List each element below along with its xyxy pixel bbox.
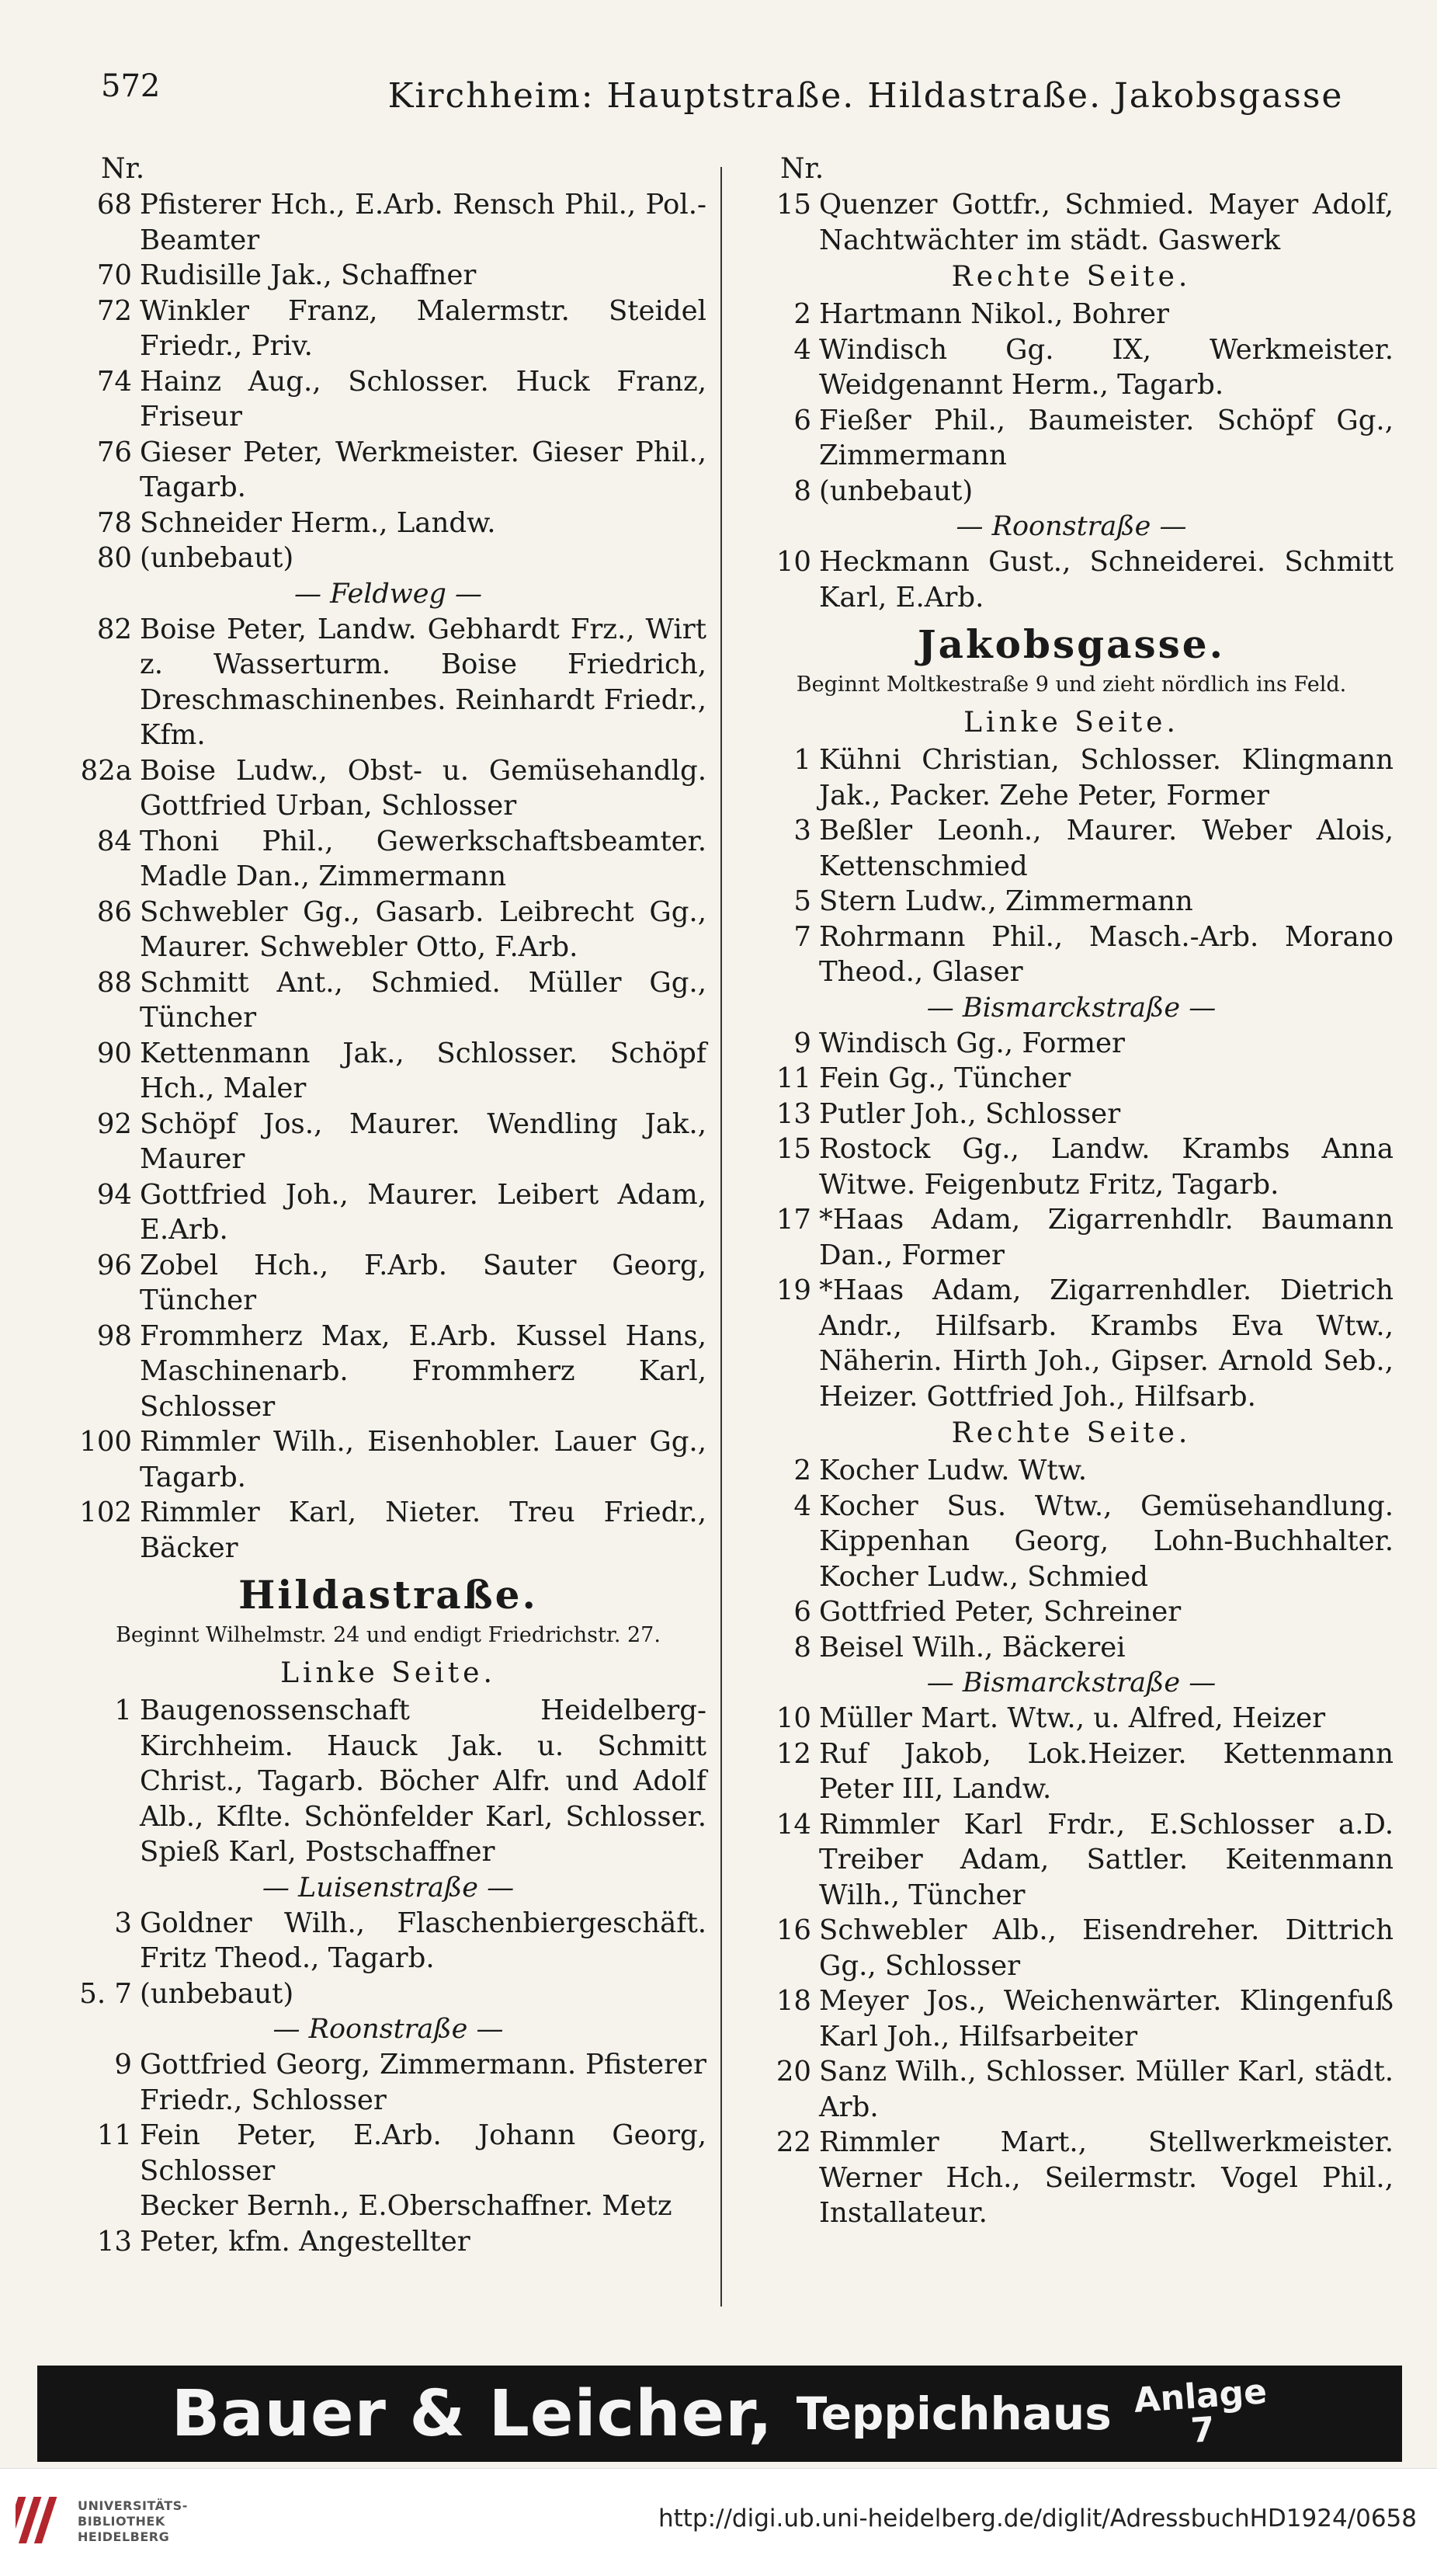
- directory-entry: [70, 2047, 706, 2118]
- resident-list: Goldner Wilh., Flaschenbiergeschäft. Fritz Theod., Tagarb.: [140, 1907, 706, 1974]
- directory-entry: [749, 1594, 1394, 1630]
- hauptstrasse-list-2: [70, 612, 706, 1566]
- directory-entry: [70, 1248, 706, 1319]
- cross-street-bismarckstrasse: — Bismarckstraße —: [926, 992, 1217, 1024]
- house-number: 9: [793, 1027, 811, 1059]
- resident-list: Gieser Peter, Werkmeister. Gieser Phil., Tagarb.: [140, 436, 706, 503]
- advertisement-banner: [37, 2366, 1402, 2462]
- house-number: 13: [776, 1097, 811, 1130]
- library-logo-icon: [16, 2491, 68, 2550]
- directory-entry: [749, 544, 1394, 615]
- street-note-jakobsgasse: Beginnt Moltkestraße 9 und zieht nördlich ins Feld.: [796, 673, 1347, 697]
- house-number: 11: [96, 2119, 132, 2151]
- resident-list: Thoni Phil., Gewerkschaftsbeamter. Madle Dan., Zimmermann: [140, 825, 706, 892]
- resident-list: Schöpf Jos., Maurer. Wendling Jak., Maurer: [140, 1107, 706, 1175]
- directory-entry: [70, 1495, 706, 1566]
- resident-list: *Haas Adam, Zigarrenhdler. Dietrich Andr., Hilfsarb. Krambs Eva Wtw., Näherin. Hirth Joh., Gipser. Arnold Seb., Heizer. Gottfried Joh., Hilfsarb.: [819, 1274, 1394, 1413]
- resident-list: Boise Ludw., Obst- u. Gemüsehandlg. Gottfried Urban, Schlosser: [140, 754, 706, 822]
- page-number: 572: [101, 68, 161, 104]
- resident-list: Fein Peter, E.Arb. Johann Georg, Schlosser: [140, 2119, 706, 2187]
- hilda-cont-list: [749, 187, 1394, 258]
- house-number: 92: [96, 1107, 132, 1140]
- directory-entry: [70, 2118, 706, 2188]
- house-number: 7: [793, 920, 811, 953]
- resident-list: Hartmann Nikol., Bohrer: [819, 298, 1169, 330]
- resident-list: Windisch Gg., Former: [819, 1027, 1126, 1059]
- house-number: 94: [96, 1178, 132, 1211]
- house-number: 74: [96, 365, 132, 398]
- directory-entry: [749, 2125, 1394, 2231]
- house-number: 72: [96, 294, 132, 327]
- resident-list: Heckmann Gust., Schneiderei. Schmitt Karl, E.Arb.: [819, 546, 1394, 614]
- right-column: [749, 151, 1394, 2231]
- directory-entry: [749, 297, 1394, 332]
- house-number: 3: [793, 815, 811, 846]
- directory-entry: [70, 506, 706, 541]
- library-name-line: BIBLIOTHEK: [78, 2514, 165, 2529]
- hilda-right-list: [749, 297, 1394, 509]
- directory-entry: [749, 1489, 1394, 1595]
- resident-list: (unbebaut): [140, 542, 294, 574]
- resident-list: Rimmler Karl Frdr., E.Schlosser a.D. Treiber Adam, Sattler. Keitenmann Wilh., Tüncher: [819, 1808, 1394, 1911]
- resident-list: Peter, kfm. Angestellter: [140, 2225, 470, 2258]
- directory-entry: [749, 2054, 1394, 2125]
- resident-list: Stern Ludw., Zimmermann: [819, 885, 1193, 917]
- cross-street-roonstrasse: — Roonstraße —: [956, 511, 1187, 542]
- directory-entry: [70, 895, 706, 965]
- house-number: 4: [793, 333, 811, 366]
- jakob-right-list-2: [749, 1701, 1394, 2231]
- resident-list: Ruf Jakob, Lok.Heizer. Kettenmann Peter III, Landw.: [819, 1737, 1394, 1805]
- resident-list: Winkler Franz, Malermstr. Steidel Friedr., Priv.: [140, 294, 706, 362]
- resident-list: Zobel Hch., F.Arb. Sauter Georg, Tüncher: [140, 1249, 706, 1316]
- directory-entry: [749, 920, 1394, 990]
- resident-list: Rimmler Karl, Nieter. Treu Friedr., Bäcker: [140, 1497, 706, 1564]
- house-number: 19: [776, 1274, 811, 1306]
- house-number: 8: [793, 1631, 811, 1663]
- directory-entry: [749, 1983, 1394, 2054]
- house-number: 82: [96, 613, 132, 645]
- resident-list: Gottfried Peter, Schreiner: [819, 1596, 1182, 1628]
- hilda-list-2: [70, 1906, 706, 2012]
- directory-entry: [70, 541, 706, 576]
- directory-entry: [70, 1107, 706, 1177]
- directory-entry: [70, 1424, 706, 1495]
- running-title: Kirchheim: Hauptstraße. Hildastraße. Jakobsgasse: [387, 76, 1344, 116]
- directory-entry: [70, 824, 706, 895]
- resident-list: Rohrmann Phil., Masch.-Arb. Morano Theod., Glaser: [819, 920, 1394, 988]
- directory-entry: [70, 364, 706, 435]
- house-number: 68: [96, 189, 132, 221]
- digitization-footer: [0, 2468, 1437, 2576]
- directory-entry: [70, 258, 706, 294]
- directory-entry: [70, 1319, 706, 1425]
- cross-street-feldweg: — Feldweg —: [293, 578, 482, 610]
- directory-entry: [749, 742, 1394, 813]
- resident-list: Fein Gg., Tüncher: [819, 1062, 1071, 1094]
- house-number: 15: [776, 189, 811, 221]
- directory-entry: [749, 1913, 1394, 1983]
- resident-list: Frommherz Max, E.Arb. Kussel Hans, Maschinenarb. Frommherz Karl, Schlosser: [140, 1319, 706, 1423]
- resident-list: (unbebaut): [819, 475, 974, 507]
- directory-entry: [70, 1177, 706, 1248]
- directory-entry: [70, 965, 706, 1036]
- house-number: 3: [114, 1907, 132, 1939]
- directory-entry: [749, 1630, 1394, 1666]
- house-number: 16: [776, 1914, 811, 1946]
- resident-list: Rimmler Wilh., Eisenhobler. Lauer Gg., Tagarb.: [140, 1426, 706, 1493]
- side-label-right: Rechte Seite.: [951, 1417, 1192, 1449]
- resident-list: Becker Bernh., E.Oberschaffner. Metz: [140, 2190, 672, 2222]
- resident-list: Hainz Aug., Schlosser. Huck Franz, Friseur: [140, 365, 706, 433]
- directory-entry: [749, 1807, 1394, 1914]
- house-number: 70: [96, 259, 132, 291]
- resident-list: Fießer Phil., Baumeister. Schöpf Gg., Zimmermann: [819, 404, 1394, 471]
- advertisement-address: [1132, 2372, 1270, 2453]
- side-label-left: Linke Seite.: [280, 1657, 496, 1689]
- cross-street-roonstrasse: — Roonstraße —: [272, 2014, 504, 2045]
- resident-list: Kühni Christian, Schlosser. Klingmann Jak., Packer. Zehe Peter, Former: [819, 744, 1394, 812]
- resident-list: Rudisille Jak., Schaffner: [140, 259, 477, 291]
- house-number: 2: [793, 298, 811, 330]
- directory-entry: [749, 1026, 1394, 1062]
- directory-entry: [749, 813, 1394, 884]
- house-number: 14: [776, 1808, 811, 1841]
- house-number: 9: [114, 2049, 132, 2081]
- resident-list: Boise Peter, Landw. Gebhardt Frz., Wirt z. Wasserturm. Boise Friedrich, Dreschmaschinenbes. Reinhardt Friedr., Kfm.: [140, 613, 706, 751]
- directory-entry: [70, 1906, 706, 1976]
- house-number: 5: [793, 885, 811, 917]
- house-number: 80: [96, 542, 132, 574]
- resident-list: Sanz Wilh., Schlosser. Müller Karl, städt. Arb.: [819, 2056, 1394, 2123]
- house-number: 11: [776, 1062, 811, 1094]
- source-url-link[interactable]: http://digi.ub.uni-heidelberg.de/diglit/AdressbuchHD1924/0658: [658, 2505, 1417, 2533]
- house-number: 12: [776, 1737, 811, 1770]
- resident-list: Müller Mart. Wtw., u. Alfred, Heizer: [819, 1702, 1326, 1734]
- resident-list: Gottfried Joh., Maurer. Leibert Adam, E.Arb.: [140, 1178, 706, 1246]
- directory-entry: [70, 187, 706, 258]
- directory-entry: [70, 294, 706, 364]
- directory-entry: [749, 1061, 1394, 1097]
- hauptstrasse-list: [70, 187, 706, 576]
- house-number: 90: [96, 1037, 132, 1069]
- resident-list: Kocher Ludw. Wtw.: [819, 1455, 1088, 1486]
- nr-label: Nr.: [101, 153, 145, 185]
- house-number: 10: [776, 546, 811, 578]
- house-number: 6: [793, 1596, 811, 1628]
- nr-label: Nr.: [780, 153, 824, 185]
- column-divider: [720, 167, 722, 2307]
- directory-entry: [749, 1097, 1394, 1132]
- library-name: [78, 2498, 188, 2545]
- house-number: 76: [96, 436, 132, 468]
- directory-entry: [749, 1273, 1394, 1414]
- house-number: 4: [793, 1490, 811, 1522]
- house-number: [70, 2188, 140, 2224]
- house-number: 96: [96, 1249, 132, 1281]
- advertisement-address-number: 7: [1189, 2409, 1217, 2451]
- directory-entry: [749, 187, 1394, 258]
- house-number: 102: [79, 1497, 132, 1528]
- house-number: 82a: [80, 754, 132, 787]
- house-number: 100: [79, 1426, 132, 1458]
- resident-list: Beßler Leonh., Maurer. Weber Alois, Kettenschmied: [819, 815, 1394, 882]
- jakob-left-list-2: [749, 1026, 1394, 1415]
- resident-list: Rimmler Mart., Stellwerkmeister. Werner Hch., Seilermstr. Vogel Phil., Installateur.: [819, 2126, 1394, 2229]
- directory-entry: [749, 1736, 1394, 1807]
- resident-list: Schmitt Ant., Schmied. Müller Gg., Tüncher: [140, 966, 706, 1034]
- directory-entry: [70, 1036, 706, 1107]
- library-name-line: HEIDELBERG: [78, 2529, 170, 2544]
- house-number: 84: [96, 825, 132, 857]
- resident-list: Schwebler Gg., Gasarb. Leibrecht Gg., Maurer. Schwebler Otto, F.Arb.: [140, 895, 706, 963]
- street-title-hildastrasse: Hildastraße.: [238, 1572, 538, 1618]
- house-number: 17: [776, 1204, 811, 1236]
- resident-list: *Haas Adam, Zigarrenhdlr. Baumann Dan., Former: [819, 1204, 1394, 1271]
- street-note-hildastrasse: Beginnt Wilhelmstr. 24 und endigt Friedrichstr. 27.: [116, 1623, 661, 1647]
- resident-list: Schneider Herm., Landw.: [140, 506, 496, 539]
- house-number: 98: [96, 1319, 132, 1352]
- house-number: 5. 7: [79, 1977, 132, 2010]
- house-number: 10: [776, 1702, 811, 1734]
- house-number: 88: [96, 966, 132, 999]
- house-number: 18: [776, 1985, 811, 2017]
- directory-entry: [70, 435, 706, 506]
- house-number: 13: [96, 2225, 132, 2258]
- resident-list: Schwebler Alb., Eisendreher. Dittrich Gg., Schlosser: [819, 1914, 1394, 1982]
- directory-entry: [749, 884, 1394, 920]
- house-number: 86: [96, 895, 132, 928]
- hilda-list: [70, 1693, 706, 1870]
- resident-list: Kocher Sus. Wtw., Gemüsehandlung. Kippenhan Georg, Lohn-Buchhalter. Kocher Ludw., Schmied: [819, 1490, 1394, 1593]
- street-title-jakobsgasse: Jakobsgasse.: [917, 621, 1226, 667]
- directory-entry: [70, 753, 706, 824]
- directory-entry: [70, 1976, 706, 2012]
- house-number: 20: [776, 2056, 811, 2088]
- resident-list: Kettenmann Jak., Schlosser. Schöpf Hch., Maler: [140, 1037, 706, 1104]
- directory-entry: [749, 1202, 1394, 1273]
- directory-entry: [70, 1693, 706, 1870]
- resident-list: Beisel Wilh., Bäckerei: [819, 1631, 1126, 1663]
- hilda-right-list-2: [749, 544, 1394, 615]
- house-number: 22: [776, 2126, 811, 2158]
- directory-entry: [749, 1453, 1394, 1489]
- resident-list: Windisch Gg. IX, Werkmeister. Weidgenannt Herm., Tagarb.: [819, 333, 1394, 401]
- hilda-list-3: [70, 2047, 706, 2259]
- directory-entry: [70, 2224, 706, 2260]
- resident-list: Gottfried Georg, Zimmermann. Pfisterer Friedr., Schlosser: [140, 2049, 706, 2116]
- cross-street-luisenstrasse: — Luisenstraße —: [262, 1872, 515, 1903]
- directory-entry: [70, 2188, 706, 2224]
- cross-street-bismarckstrasse: — Bismarckstraße —: [926, 1667, 1217, 1698]
- directory-entry: [749, 332, 1394, 403]
- directory-entry: [749, 1701, 1394, 1736]
- left-column: [70, 151, 706, 2259]
- directory-entry: [749, 1132, 1394, 1202]
- side-label-right: Rechte Seite.: [951, 261, 1192, 293]
- directory-entry: [70, 612, 706, 753]
- resident-list: Putler Joh., Schlosser: [819, 1097, 1121, 1130]
- house-number: 2: [793, 1455, 811, 1486]
- house-number: 6: [793, 404, 811, 436]
- resident-list: (unbebaut): [140, 1977, 294, 2010]
- side-label-left: Linke Seite.: [963, 707, 1179, 739]
- advertisement-main-text: Bauer & Leicher,: [171, 2376, 773, 2451]
- directory-entry: [749, 403, 1394, 474]
- directory-entry: [749, 474, 1394, 509]
- jakob-left-list: [749, 742, 1394, 990]
- resident-list: Pfisterer Hch., E.Arb. Rensch Phil., Pol.-Beamter: [140, 189, 706, 256]
- house-number: 8: [793, 475, 811, 507]
- resident-list: Rostock Gg., Landw. Krambs Anna Witwe. Feigenbutz Fritz, Tagarb.: [819, 1133, 1394, 1201]
- advertisement-sub-text: Teppichhaus: [796, 2387, 1112, 2440]
- house-number: 15: [776, 1133, 811, 1165]
- resident-list: Meyer Jos., Weichenwärter. Klingenfuß Karl Joh., Hilfsarbeiter: [819, 1985, 1394, 2053]
- house-number: 1: [114, 1695, 132, 1726]
- library-name-line: UNIVERSITÄTS-: [78, 2498, 188, 2513]
- advertisement-address-street: Anlage: [1132, 2372, 1269, 2421]
- house-number: 1: [793, 744, 811, 776]
- jakob-right-list: [749, 1453, 1394, 1665]
- resident-list: Baugenossenschaft Heidelberg-Kirchheim. Hauck Jak. u. Schmitt Christ., Tagarb. Böcher Alfr. und Adolf Alb., Kfltе. Schönfelder Karl, Schlosser. Spieß Karl, Postschaffner: [140, 1695, 706, 1868]
- house-number: 78: [96, 506, 132, 539]
- resident-list: Quenzer Gottfr., Schmied. Mayer Adolf, Nachtwächter im städt. Gaswerk: [819, 189, 1394, 256]
